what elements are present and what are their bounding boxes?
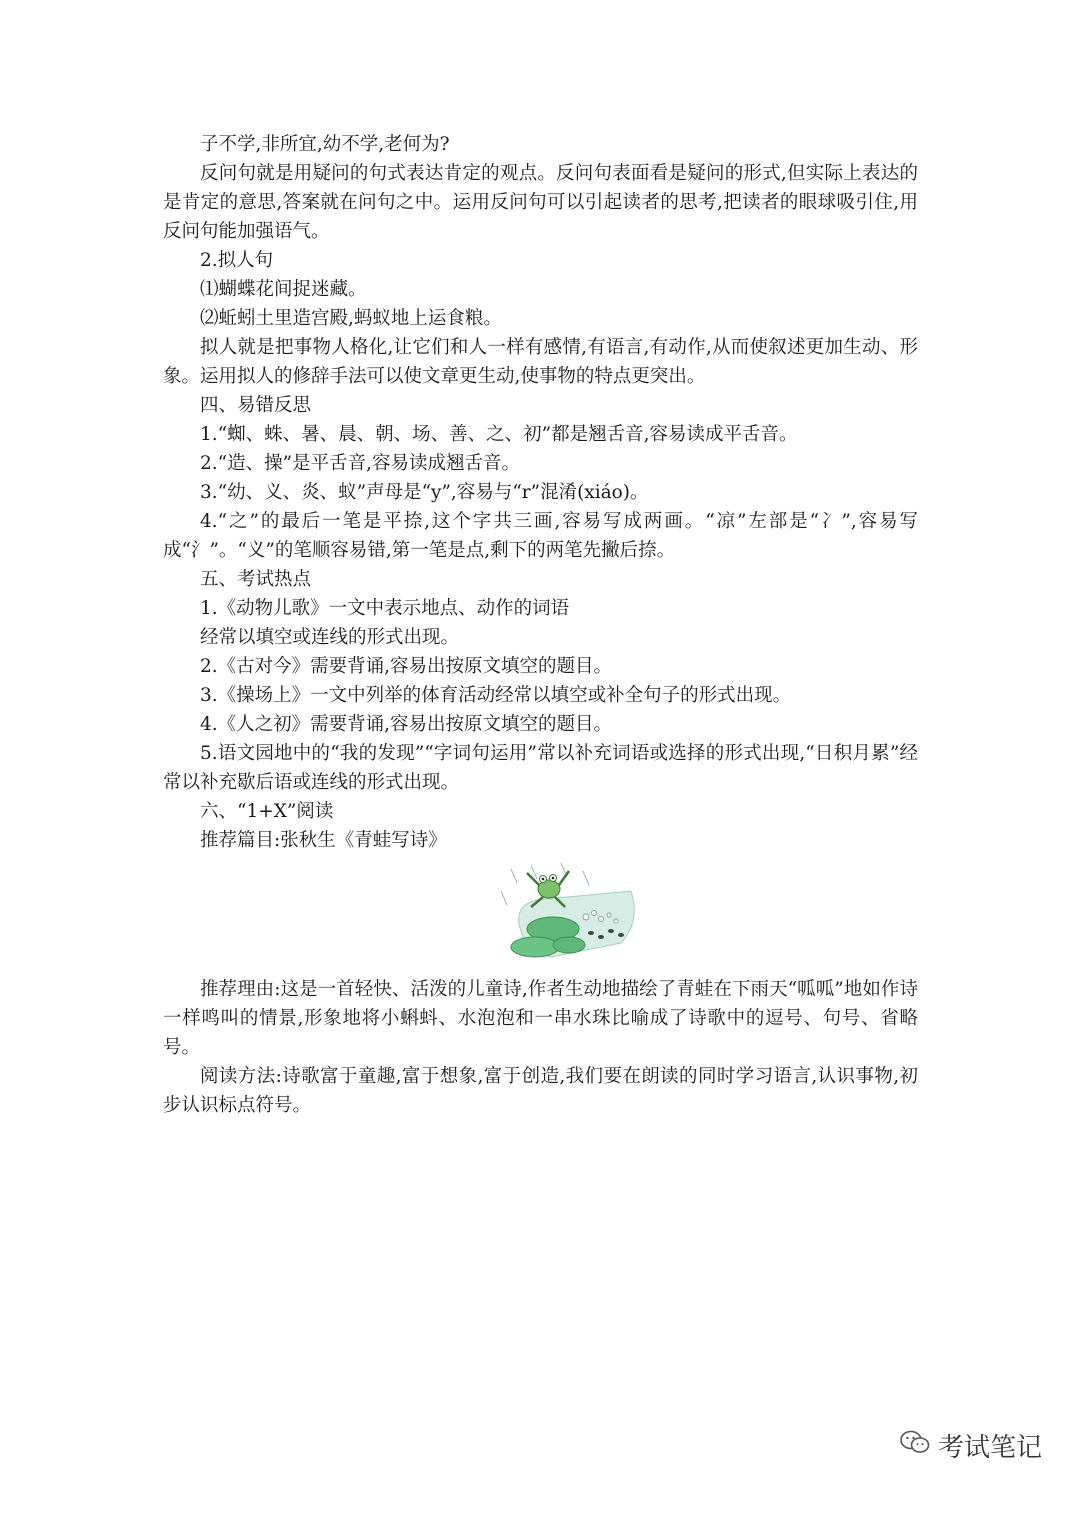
paragraph: 子不学,非所宜,幼不学,老何为?: [200, 134, 450, 155]
list-item: 3.《操场上》一文中列举的体育活动经常以填空或补全句子的形式出现。: [200, 685, 792, 706]
list-item: 3.“幼、义、炎、蚁”声母是“y”,容易与“r”混淆(xiáo)。: [200, 482, 649, 503]
example-sentence: ⑵蚯蚓土里造宫殿,蚂蚁地上运食粮。: [200, 308, 502, 329]
frog-on-lily-pad-image: [491, 861, 641, 965]
paragraph: 推荐理由:这是一首轻快、活泼的儿童诗,作者生动地描绘了青蛙在下雨天“呱呱”地如作诗一样鸣叫的情景,形象地将小蝌蚪、水泡泡和一串水珠比喻成了诗歌中的逗号、句号、省略号。: [163, 979, 918, 1058]
list-item: 2.《古对今》需要背诵,容易出按原文填空的题目。: [200, 656, 613, 677]
list-item: 1.《动物儿歌》一文中表示地点、动作的词语: [200, 598, 570, 619]
paragraph: 拟人就是把事物人格化,让它们和人一样有感情,有语言,有动作,从而使叙述更加生动、形象。运用拟人的修辞手法可以使文章更生动,使事物的特点更突出。: [163, 337, 918, 387]
recommended-title: 推荐篇目:张秋生《青蛙写诗》: [200, 830, 447, 851]
section-subheading: 2.拟人句: [200, 250, 274, 271]
document-body: [163, 130, 918, 1120]
frog-illustration: [163, 861, 918, 971]
paragraph: 经常以填空或连线的形式出现。: [200, 627, 460, 648]
example-sentence: ⑴蝴蝶花间捉迷藏。: [200, 279, 367, 300]
list-item: 5.语文园地中的“我的发现”“字词句运用”常以补充词语或选择的形式出现,“日积月累”经常以补充歇后语或连线的形式出现。: [163, 743, 918, 793]
list-item: 4.《人之初》需要背诵,容易出按原文填空的题目。: [200, 714, 613, 735]
paragraph: 反问句就是用疑问的句式表达肯定的观点。反问句表面看是疑问的形式,但实际上表达的是肯定的意思,答案就在问句之中。运用反问句可以引起读者的思考,把读者的眼球吸引住,用反问句能加强语气。: [163, 163, 918, 242]
section-heading: 六、“1+X”阅读: [200, 801, 334, 822]
paragraph: 阅读方法:诗歌富于童趣,富于想象,富于创造,我们要在朗读的同时学习语言,认识事物,初步认识标点符号。: [163, 1066, 918, 1116]
list-item: 4.“之”的最后一笔是平捺,这个字共三画,容易写成两画。“凉”左部是“冫”,容易写成“氵”。“义”的笔顺容易错,第一笔是点,剩下的两笔先撇后捺。: [163, 511, 918, 561]
section-heading: 五、考试热点: [200, 569, 312, 590]
list-item: 2.“造、操”是平舌音,容易读成翘舌音。: [200, 453, 520, 474]
watermark-text: 考试笔记: [938, 1432, 1043, 1463]
section-heading: 四、易错反思: [200, 395, 312, 416]
list-item: 1.“蜘、蛛、暑、晨、朝、场、善、之、初”都是翘舌音,容易读成平舌音。: [200, 424, 798, 445]
watermark: [900, 1425, 1042, 1465]
wechat-icon: [900, 1429, 930, 1462]
